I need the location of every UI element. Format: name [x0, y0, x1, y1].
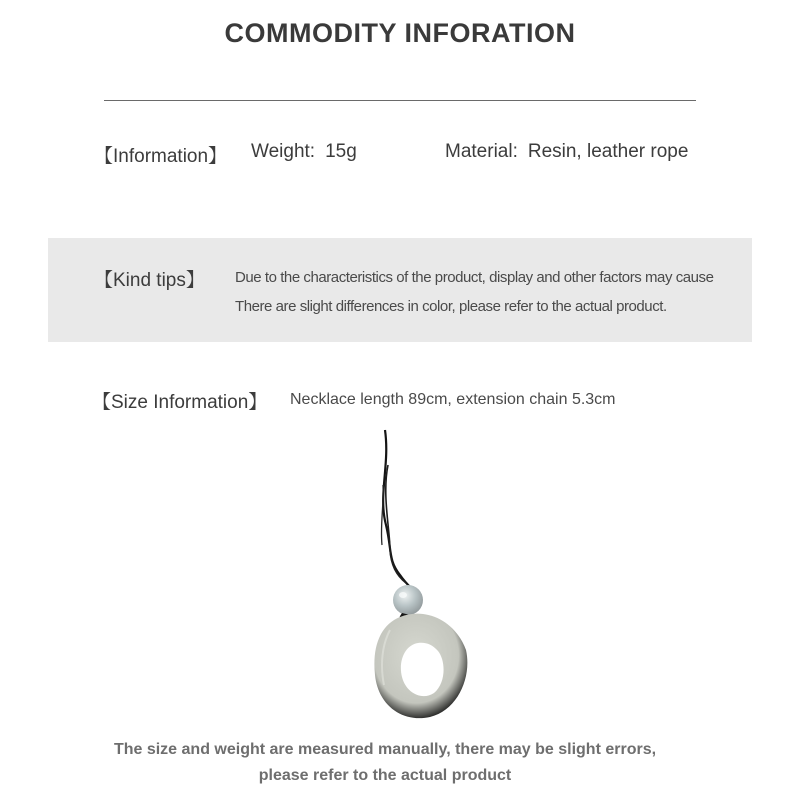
- leather-rope-strand: [383, 430, 412, 589]
- material-value: Resin, leather rope: [527, 141, 689, 162]
- title-divider: [104, 100, 696, 101]
- kind-tips-line-2: There are slight differences in color, please refer to the actual product.: [235, 298, 667, 315]
- necklace-product-image: [330, 425, 490, 725]
- footer-note-line-1: The size and weight are measured manually, there may be slight errors,: [113, 741, 657, 758]
- footer-note-line-2: please refer to the actual product: [258, 767, 512, 784]
- size-information-text: Necklace length 89cm, extension chain 5.3cm: [290, 391, 616, 408]
- glass-bead: [393, 585, 423, 615]
- weight-field: [251, 141, 357, 163]
- leather-rope-strand: [386, 465, 406, 583]
- material-label: Material:: [445, 141, 518, 162]
- page-title: COMMODITY INFORATION: [224, 18, 576, 48]
- kind-tips-label: 【Kind tips】: [94, 270, 205, 291]
- information-label: 【Information】: [94, 146, 228, 167]
- size-information-label: 【Size Information】: [92, 392, 268, 413]
- weight-label: Weight:: [251, 141, 316, 162]
- material-field: [445, 141, 688, 163]
- resin-pendant: [374, 614, 467, 718]
- kind-tips-line-1: Due to the characteristics of the product, display and other factors may cause: [235, 269, 714, 286]
- weight-value: 15g: [325, 141, 357, 162]
